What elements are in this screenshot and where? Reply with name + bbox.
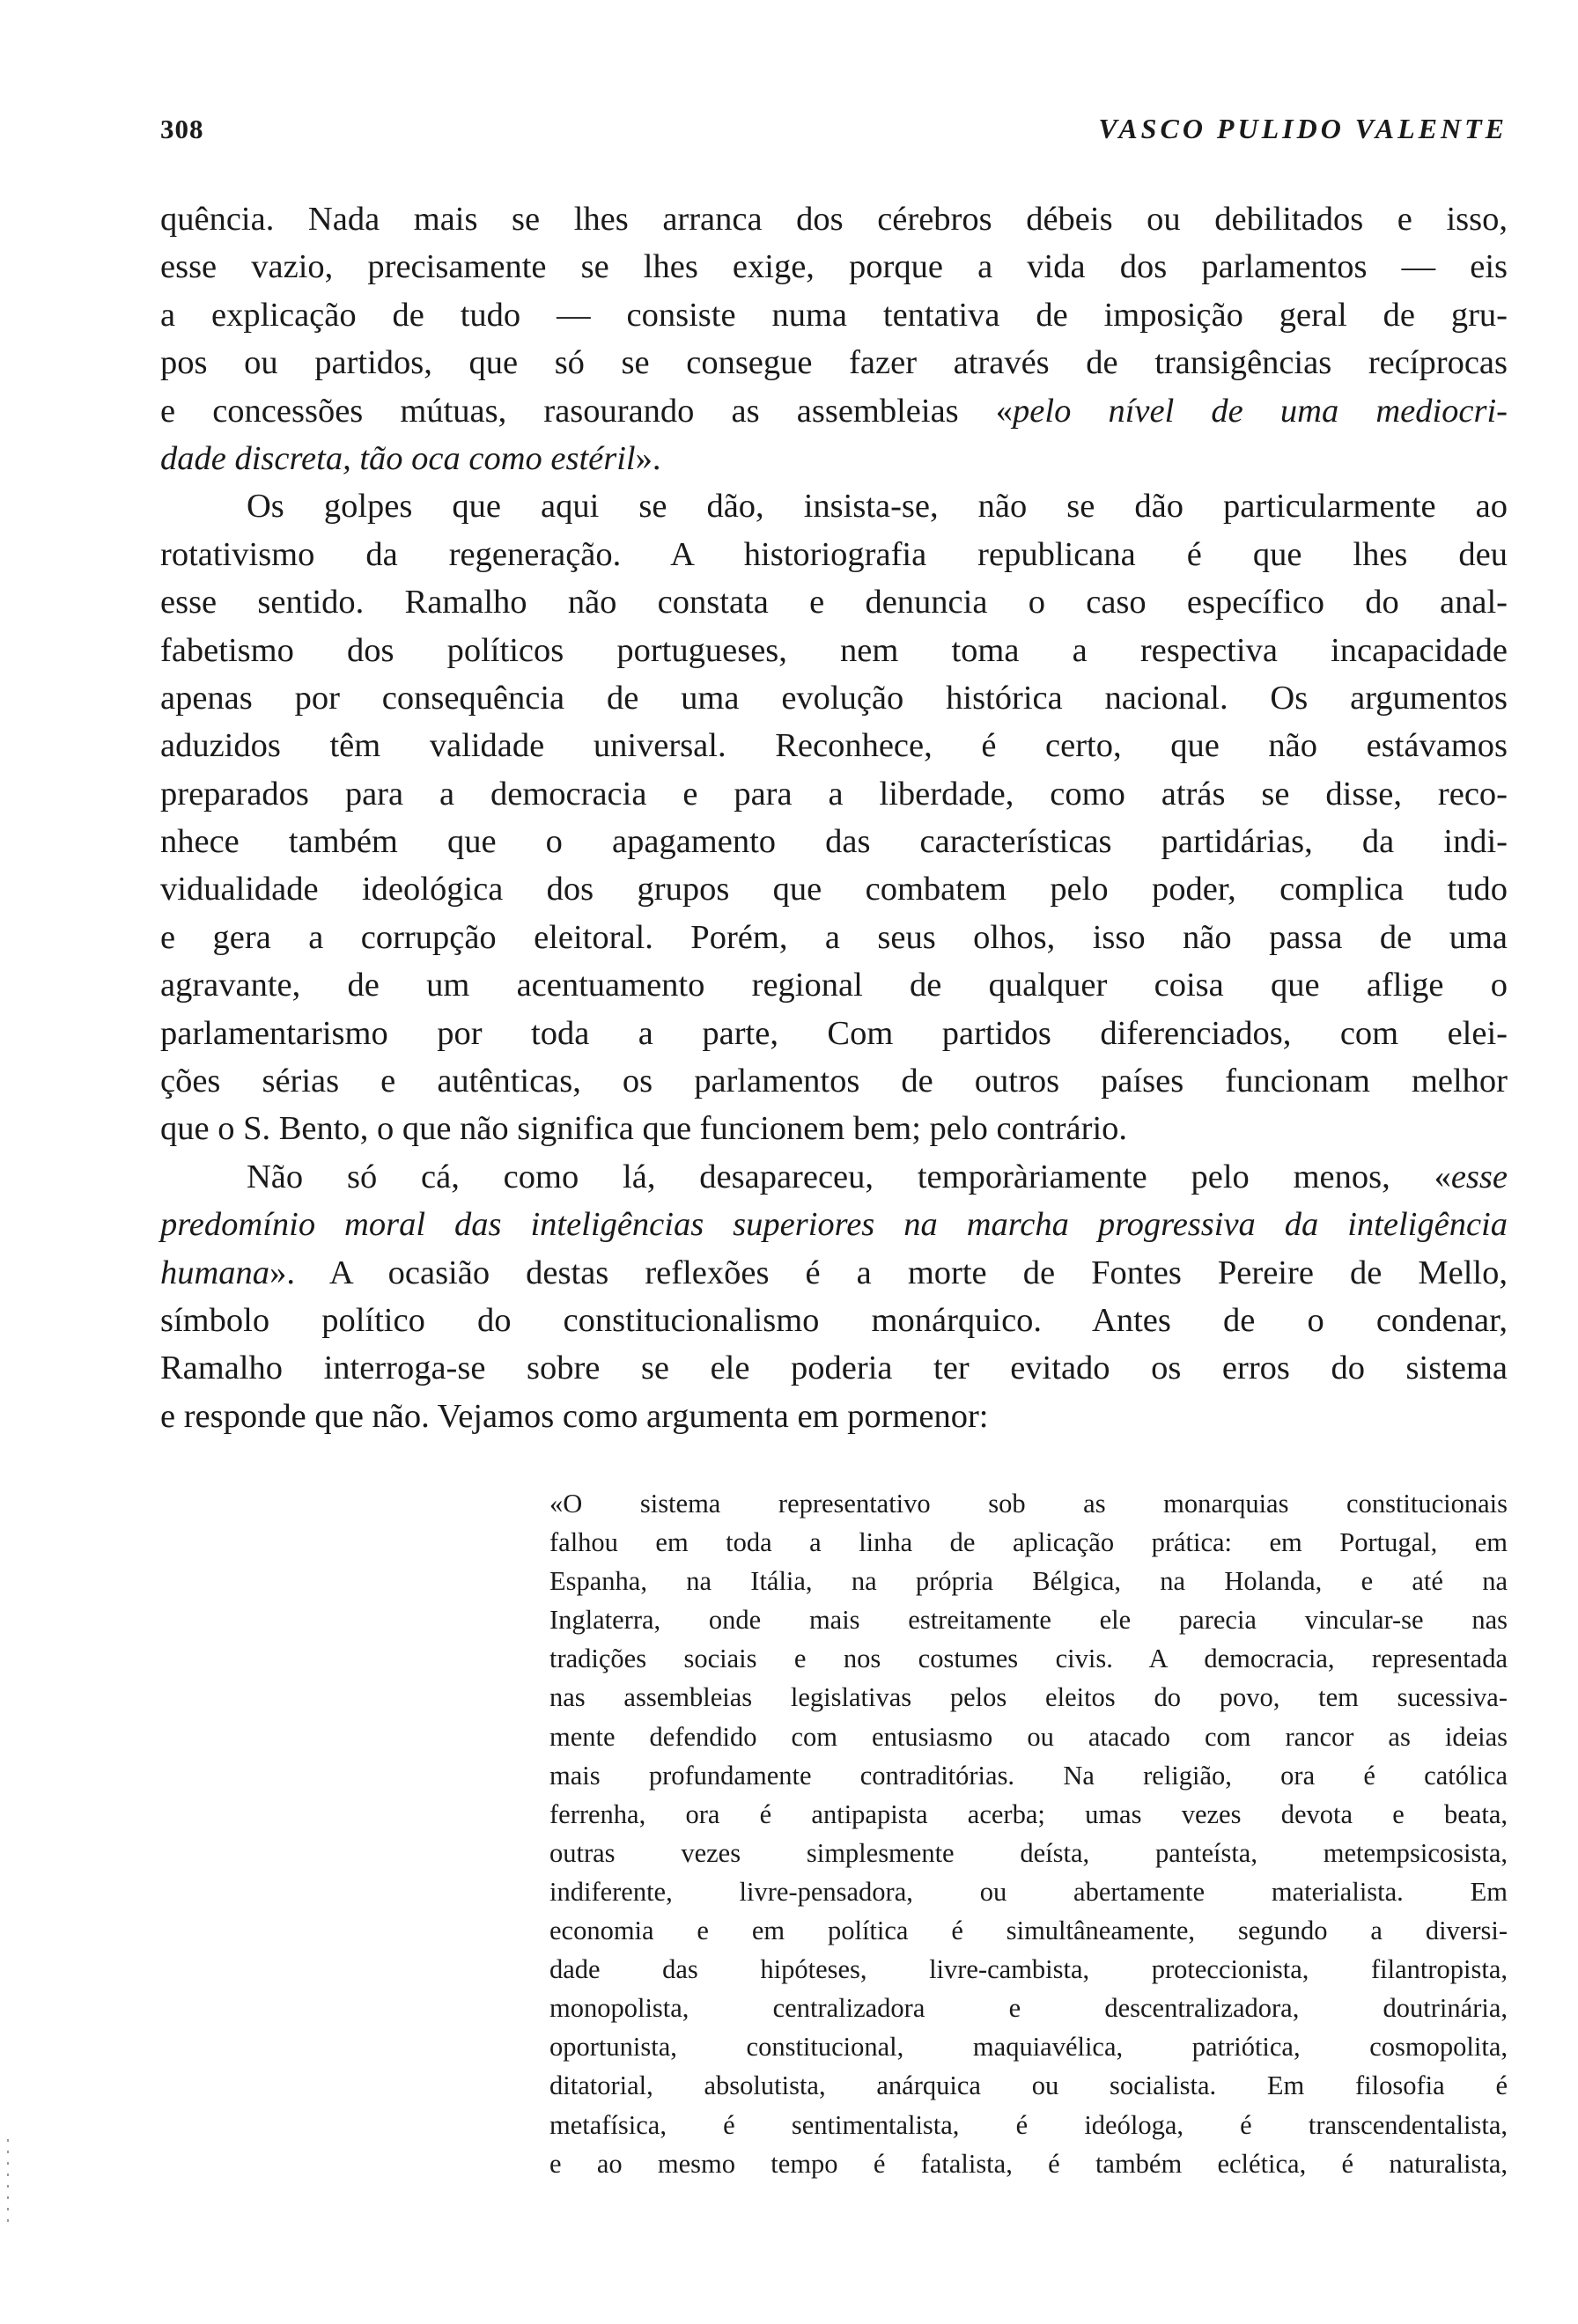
italic-quotation: dade discreta, tão oca como estéril: [160, 439, 636, 477]
italic-quotation: pelo nível de uma mediocri-: [1013, 392, 1508, 430]
text-line: [160, 531, 1508, 578]
text-line: [160, 1393, 1508, 1440]
text-line: [160, 435, 1508, 482]
text-line: [160, 1201, 1508, 1248]
text-segment: agravante, de um acentuamento regional de qualquer coisa que aflige o: [160, 967, 1508, 1004]
text-line: [160, 722, 1508, 769]
text-line: [160, 1344, 1508, 1392]
text-line: [160, 1105, 1508, 1152]
text-line: [160, 914, 1508, 961]
text-segment: símbolo político do constitucionalismo monárquico. Antes de o condenar,: [160, 1301, 1508, 1339]
quote-line: outras vezes simplesmente deísta, panteísta, metempsicosista,: [549, 1837, 1508, 1868]
text-segment: quência. Nada mais se lhes arranca dos cérebros débeis ou debilitados e isso,: [160, 201, 1508, 238]
quote-line: «O sistema representativo sob as monarquias constitucionais: [549, 1489, 1508, 1519]
text-line: [160, 339, 1508, 386]
text-segment: Os golpes que aqui se dão, insista-se, não se dão particularmente ao: [247, 488, 1508, 526]
text-segment: Não só cá, como lá, desapareceu, temporàriamente pelo menos, «: [247, 1158, 1451, 1195]
running-head: VASCO PULIDO VALENTE: [1098, 113, 1508, 144]
text-segment: Ramalho interroga-se sobre se ele poderia ter evitado os erros do sistema: [160, 1350, 1508, 1387]
text-line: [160, 195, 1508, 243]
italic-quotation: predomínio moral das inteligências superiores na marcha progressiva da inteligência: [160, 1206, 1508, 1244]
text-segment: vidualidade ideológica dos grupos que combatem pelo poder, complica tudo: [160, 871, 1508, 908]
text-line: [160, 1057, 1508, 1105]
text-segment: fabetismo dos políticos portugueses, nem toma a respectiva incapacidade: [160, 631, 1508, 669]
page-number: 308: [160, 114, 204, 144]
text-line: [160, 770, 1508, 818]
quote-line: falhou em toda a linha de aplicação prática: em Portugal, em: [549, 1527, 1508, 1558]
text-line: [160, 961, 1508, 1009]
quote-line: oportunista, constitucional, maquiavélica, patriótica, cosmopolita,: [549, 2032, 1508, 2063]
text-segment: esse vazio, precisamente se lhes exige, porque a vida dos parlamentos — eis: [160, 248, 1508, 286]
text-segment: pos ou partidos, que só se consegue fazer através de transigências recíprocas: [160, 344, 1508, 382]
quote-line: indiferente, livre-pensadora, ou abertamente materialista. Em: [549, 1876, 1508, 1907]
quote-line: nas assembleias legislativas pelos eleitos do povo, tem sucessiva-: [549, 1682, 1508, 1713]
text-segment: apenas por consequência de uma evolução histórica nacional. Os argumentos: [160, 679, 1508, 717]
italic-quotation: humana: [160, 1254, 270, 1291]
text-segment: e concessões mútuas, rasourando as assembleias «: [160, 392, 1014, 430]
text-segment: aduzidos têm validade universal. Reconhece, é certo, que não estávamos: [160, 727, 1508, 765]
text-line: [160, 578, 1508, 626]
quote-line: monopolista, centralizadora e descentralizadora, doutrinária,: [549, 1993, 1508, 2024]
text-segment: parlamentarismo por toda a parte, Com partidos diferenciados, com elei-: [160, 1014, 1508, 1052]
quote-line: economia e em política é simultâneamente, segundo a diversi-: [549, 1916, 1508, 1946]
text-segment: ». A ocasião destas reflexões é a morte de Fontes Pereire de Mello,: [269, 1254, 1508, 1291]
text-segment: e responde que não. Vejamos como argumenta em pormenor:: [160, 1397, 989, 1435]
quote-line: mais profundamente contraditórias. Na religião, ora é católica: [549, 1760, 1508, 1791]
quote-line: e ao mesmo tempo é fatalista, é também eclética, é naturalista,: [549, 2148, 1508, 2179]
text-segment: preparados para a democracia e para a liberdade, como atrás se disse, reco-: [160, 775, 1508, 813]
text-line: [160, 865, 1508, 913]
text-segment: ções sérias e autênticas, os parlamentos de outros países funcionam melhor: [160, 1063, 1508, 1100]
text-line: [160, 1249, 1508, 1297]
text-line: [160, 674, 1508, 722]
quote-line: metafísica, é sentimentalista, é ideóloga, é transcendentalista,: [549, 2109, 1508, 2140]
text-line: [160, 1297, 1508, 1344]
text-line: [160, 1153, 1508, 1201]
text-line: [160, 818, 1508, 865]
text-line: [160, 243, 1508, 290]
text-segment: e gera a corrupção eleitoral. Porém, a seus olhos, isso não passa de uma: [160, 918, 1508, 956]
text-segment: rotativismo da regeneração. A historiografia republicana é que lhes deu: [160, 535, 1508, 573]
text-segment: ».: [635, 439, 661, 477]
text-line: [160, 1010, 1508, 1057]
block-quote: [549, 1484, 1508, 2183]
text-segment: nhece também que o apagamento das características partidárias, da indi-: [160, 823, 1508, 861]
text-line: [160, 291, 1508, 339]
text-segment: a explicação de tudo — consiste numa tentativa de imposição geral de gru-: [160, 296, 1508, 334]
quote-line: Inglaterra, onde mais estreitamente ele parecia vincular-se nas: [549, 1605, 1508, 1636]
scan-margin-marks: [5, 2130, 11, 2324]
quote-line: mente defendido com entusiasmo ou atacado com rancor as ideias: [549, 1721, 1508, 1752]
quote-line: tradições sociais e nos costumes civis. A democracia, representada: [549, 1644, 1508, 1674]
text-segment: esse sentido. Ramalho não constata e denuncia o caso específico do anal-: [160, 584, 1508, 621]
page-header: [160, 113, 1508, 157]
quote-line: dade das hipóteses, livre-cambista, proteccionista, filantropista,: [549, 1954, 1508, 1985]
quote-line: ferrenha, ora é antipapista acerba; umas vezes devota e beata,: [549, 1798, 1508, 1829]
text-line: [160, 627, 1508, 674]
quote-line: ditatorial, absolutista, anárquica ou socialista. Em filosofia é: [549, 2070, 1508, 2101]
quote-line: Espanha, na Itália, na própria Bélgica, na Holanda, e até na: [549, 1566, 1508, 1597]
text-line: [160, 482, 1508, 530]
text-line: [160, 387, 1508, 435]
body-text: [160, 195, 1508, 1440]
text-segment: que o S. Bento, o que não significa que funcionem bem; pelo contrário.: [160, 1110, 1128, 1148]
italic-quotation: esse: [1450, 1158, 1508, 1195]
